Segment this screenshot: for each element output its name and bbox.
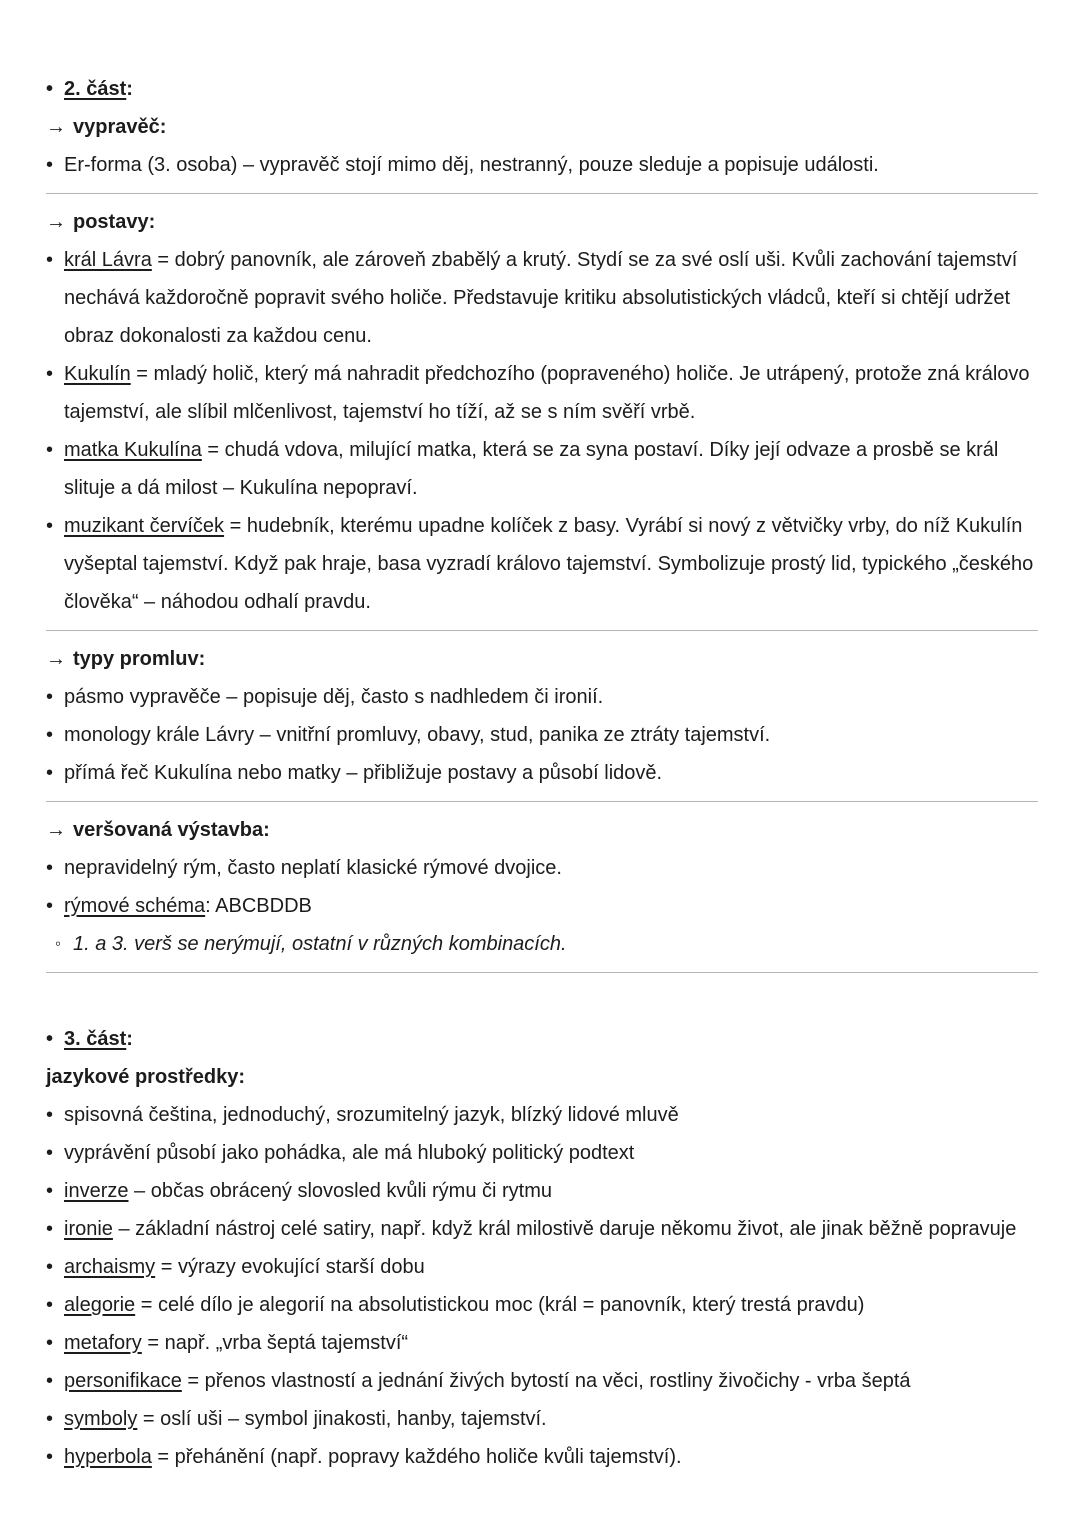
- arrow-icon: →: [46, 819, 66, 841]
- arrow-icon: →: [46, 211, 66, 233]
- bullet-marker: •: [46, 1028, 54, 1050]
- list-item-term: Kukulín: [64, 363, 131, 385]
- list-item-text: 1. a 3. verš se nerýmují, ostatní v různých kombinacích.: [73, 933, 567, 955]
- section-title-suffix: :: [126, 1028, 133, 1050]
- list-item-term: král Lávra: [64, 249, 152, 271]
- section-title-underlined: 2. část: [64, 78, 127, 100]
- list-item-separator: =: [141, 1332, 165, 1354]
- list-item-separator: =: [224, 515, 247, 537]
- bullet-marker: •: [46, 1180, 54, 1202]
- list-item-term: symboly: [64, 1408, 138, 1430]
- list-item-separator: :: [205, 895, 216, 917]
- bullet-marker: •: [46, 515, 54, 537]
- section-heading: [46, 640, 1038, 678]
- list-item-text: pásmo vypravěče – popisuje děj, často s nadhledem či ironií.: [64, 686, 604, 708]
- list-item-text: [64, 1362, 1038, 1400]
- list-item: [46, 849, 1038, 887]
- list-item-term: metafory: [64, 1332, 142, 1354]
- bullet-marker: •: [46, 1332, 54, 1354]
- bullet-marker: •: [46, 1408, 54, 1430]
- list-item-text: [64, 355, 1038, 431]
- list-item-term: muzikant červíček: [64, 515, 225, 537]
- list-item-text: [64, 431, 1038, 507]
- list-item-separator: –: [128, 1180, 151, 1202]
- list-item-description: chudá vdova, milující matka, která se za syna postaví. Díky její odvaze a prosbě se král slituje a dá milost – Kukulína nepopraví.: [64, 439, 999, 499]
- list-item-text: nepravidelný rým, často neplatí klasické rýmové dvojice.: [64, 857, 562, 879]
- bullet-marker: •: [46, 1446, 54, 1468]
- list-item-text: [64, 1210, 1038, 1248]
- list-item: [46, 1210, 1038, 1248]
- subsection-heading: jazykové prostředky:: [46, 1066, 245, 1088]
- section-heading: [46, 811, 1038, 849]
- arrow-icon: →: [46, 648, 66, 670]
- bullet-marker: •: [46, 857, 54, 879]
- bullet-marker: •: [46, 1294, 54, 1316]
- list-item-text: přímá řeč Kukulína nebo matky – přibližuje postavy a působí lidově.: [64, 762, 663, 784]
- list-item-separator: =: [151, 1446, 175, 1468]
- section-spacer: [46, 982, 1038, 1020]
- list-item-description: dobrý panovník, ale zároveň zbabělý a krutý. Stydí se za své oslí uši. Kvůli zachování tajemství nechává každoročně popravit svého holiče. Představuje kritiku absolutistických vládců, kteří si chtějí udržet obraz dokonalosti za každou cenu.: [64, 249, 1018, 347]
- bullet-marker: •: [46, 154, 54, 176]
- list-item-separator: –: [112, 1218, 136, 1240]
- section-heading-label: vypravěč:: [73, 116, 167, 138]
- bullet-marker: •: [46, 1104, 54, 1126]
- section-divider: [46, 193, 1038, 194]
- section-heading: [46, 203, 1038, 241]
- section-heading-label: postavy:: [73, 211, 156, 233]
- list-item-description: mladý holič, který má nahradit předchozího (popraveného) holiče. Je utrápený, protože zná královo tajemství, ale slíbil mlčenlivost, tajemství ho tíží, až se s ním svěří vrbě.: [64, 363, 1030, 423]
- list-item: [46, 355, 1038, 431]
- list-item: [46, 1324, 1038, 1362]
- list-item-description: oslí uši – symbol jinakosti, hanby, tajemství.: [160, 1408, 547, 1430]
- list-item-term: archaismy: [64, 1256, 156, 1278]
- list-item-text: [64, 1400, 1038, 1438]
- list-item: [46, 754, 1038, 792]
- section-title-suffix: :: [126, 78, 133, 100]
- bullet-marker: •: [46, 363, 54, 385]
- section-divider: [46, 801, 1038, 802]
- list-item-separator: =: [201, 439, 225, 461]
- bullet-marker: •: [46, 1218, 54, 1240]
- section-title-text: [64, 1020, 1038, 1058]
- list-item-text: [64, 1286, 1038, 1324]
- section-heading: [46, 108, 1038, 146]
- list-item: [46, 1438, 1038, 1476]
- list-item-text: Er-forma (3. osoba) – vypravěč stojí mimo děj, nestranný, pouze sleduje a popisuje události.: [64, 154, 879, 176]
- list-item-description: ABCBDDB: [215, 895, 312, 917]
- list-item: [46, 1134, 1038, 1172]
- list-item-term: ironie: [64, 1218, 113, 1240]
- list-item-description: hudebník, kterému upadne kolíček z basy. Vyrábí si nový z větvičky vrby, do níž Kukulín vyšeptal tajemství. Když pak hraje, basa vyzradí královo tajemství. Symbolizuje prostý lid, typického „českého člověka“ – náhodou odhalí pravdu.: [64, 515, 1034, 613]
- list-item-text: vyprávění působí jako pohádka, ale má hluboký politický podtext: [64, 1142, 635, 1164]
- list-item-description: celé dílo je alegorií na absolutistickou moc (král = panovník, který trestá pravdu): [157, 1294, 865, 1316]
- bullet-marker: •: [46, 78, 54, 100]
- bullet-marker: •: [46, 724, 54, 746]
- section-title: [46, 1020, 1038, 1058]
- bullet-marker: •: [46, 895, 54, 917]
- section-title-text: [64, 70, 1038, 108]
- list-item-description: výrazy evokující starší dobu: [177, 1256, 425, 1278]
- list-item-text: [64, 1248, 1038, 1286]
- list-item: [46, 1400, 1038, 1438]
- list-item: [46, 1172, 1038, 1210]
- list-item-separator: =: [151, 249, 175, 271]
- section-heading-label: typy promluv:: [73, 648, 206, 670]
- list-item-text: monology krále Lávry – vnitřní promluvy, obavy, stud, panika ze ztráty tajemství.: [64, 724, 771, 746]
- list-item: [46, 241, 1038, 355]
- list-item-separator: =: [137, 1408, 161, 1430]
- list-item: [46, 1362, 1038, 1400]
- list-item: [46, 146, 1038, 184]
- bullet-marker: •: [46, 686, 54, 708]
- list-item-separator: =: [155, 1256, 178, 1278]
- section-title-underlined: 3. část: [64, 1028, 127, 1050]
- list-item-text: [64, 1172, 1038, 1210]
- sub-list-item: [46, 925, 1038, 963]
- bullet-marker: •: [46, 1256, 54, 1278]
- list-item-term: personifikace: [64, 1370, 182, 1392]
- section-divider: [46, 972, 1038, 973]
- list-item-text: [64, 1324, 1038, 1362]
- list-item-text: [64, 1438, 1038, 1476]
- list-item-term: hyperbola: [64, 1446, 152, 1468]
- list-item-separator: =: [135, 1294, 158, 1316]
- bullet-marker: •: [46, 1370, 54, 1392]
- list-item-term: inverze: [64, 1180, 129, 1202]
- bullet-marker: •: [46, 249, 54, 271]
- list-item-text: spisovná čeština, jednoduchý, srozumitelný jazyk, blízký lidové mluvě: [64, 1104, 679, 1126]
- bullet-marker: •: [46, 1142, 54, 1164]
- list-item-description: přehánění (např. popravy každého holiče kvůli tajemství).: [174, 1446, 682, 1468]
- list-item-text: [64, 241, 1038, 355]
- list-item-description: např. „vrba šeptá tajemství“: [164, 1332, 409, 1354]
- list-item-description: základní nástroj celé satiry, např. když král milostivě daruje někomu život, ale jinak běžně popravuje: [135, 1218, 1017, 1240]
- list-item-term: matka Kukulína: [64, 439, 202, 461]
- list-item: [46, 887, 1038, 925]
- list-item: [46, 507, 1038, 621]
- bullet-marker: •: [46, 762, 54, 784]
- list-item-separator: =: [130, 363, 154, 385]
- list-item: [46, 1096, 1038, 1134]
- list-item-text: [64, 507, 1038, 621]
- list-item: [46, 678, 1038, 716]
- list-item-description: přenos vlastností a jednání živých bytostí na věci, rostliny živočichy - vrba šeptá: [204, 1370, 911, 1392]
- list-item-separator: =: [181, 1370, 205, 1392]
- circle-bullet-marker: ◦: [55, 934, 62, 953]
- list-item-term: alegorie: [64, 1294, 136, 1316]
- section-divider: [46, 630, 1038, 631]
- list-item: [46, 431, 1038, 507]
- section-title: [46, 70, 1038, 108]
- list-item: [46, 1248, 1038, 1286]
- arrow-icon: →: [46, 116, 66, 138]
- bullet-marker: •: [46, 439, 54, 461]
- list-item: [46, 1286, 1038, 1324]
- list-item-term: rýmové schéma: [64, 895, 206, 917]
- list-item: [46, 716, 1038, 754]
- list-item-text: [64, 887, 1038, 925]
- section-heading-label: veršovaná výstavba:: [73, 819, 270, 841]
- list-item-description: občas obrácený slovosled kvůli rýmu či rytmu: [150, 1180, 552, 1202]
